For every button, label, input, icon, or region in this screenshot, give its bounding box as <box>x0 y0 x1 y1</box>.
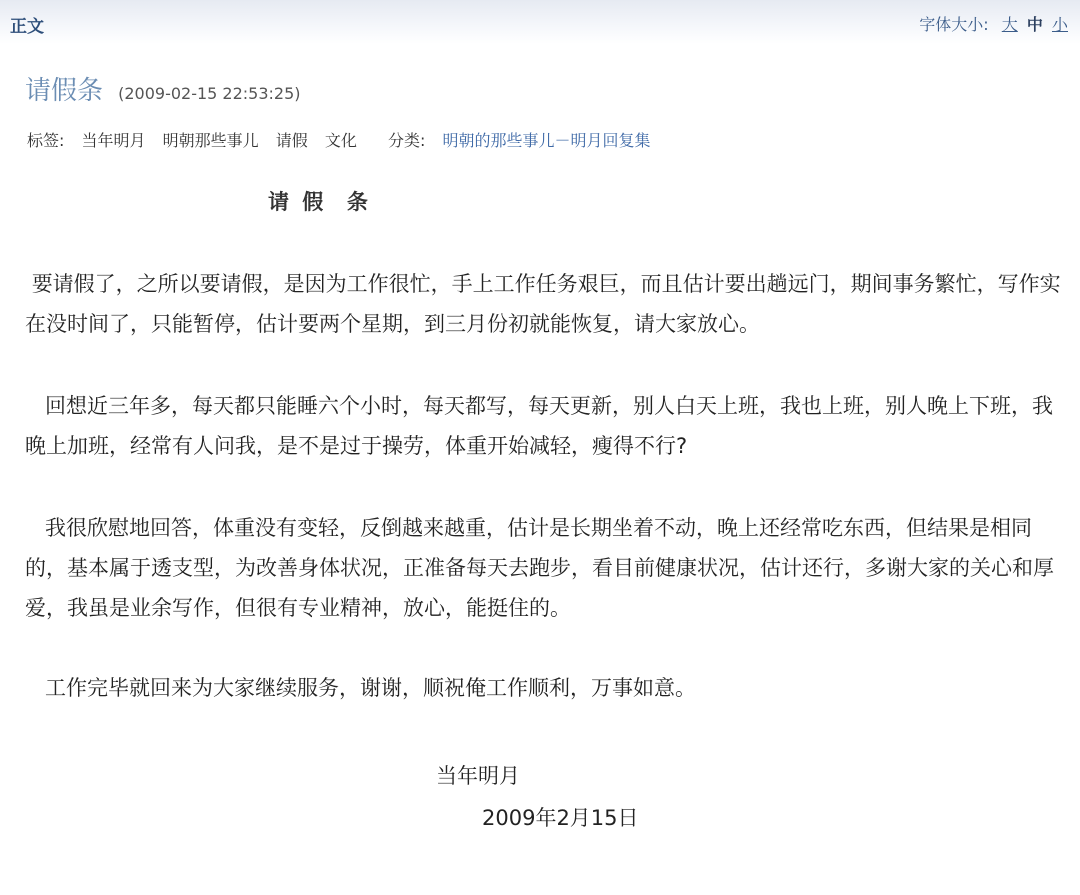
body-paragraph: 要请假了，之所以要请假，是因为工作很忙，手上工作任务艰巨，而且估计要出趟远门，期间事务繁忙，写作实在没时间了，只能暂停，估计要两个星期，到三月份初就能恢复，请大家放心。 <box>25 272 1061 336</box>
tag-item: 当年明月 <box>81 131 146 150</box>
post-title-row <box>25 70 301 107</box>
post-title: 请假条 <box>25 76 104 106</box>
body-paragraph: 回想近三年多，每天都只能睡六个小时，每天都写，每天更新，别人白天上班，我也上班，别人晚上下班，我晚上加班，经常有人问我，是不是过于操劳，体重开始减轻，瘦得不行? <box>25 394 1054 458</box>
post-meta-row <box>27 128 650 151</box>
letter-heading: 请 假 条 <box>268 190 371 214</box>
tags-label: 标签: <box>27 131 65 150</box>
font-size-medium-current[interactable]: 中 <box>1026 15 1043 34</box>
post-timestamp: (2009-02-15 22:53:25) <box>118 84 301 103</box>
category-label: 分类: <box>387 131 426 150</box>
font-size-small-link[interactable]: 小 <box>1051 15 1068 34</box>
body-paragraph: 工作完毕就回来为大家继续服务，谢谢，顺祝俺工作顺利，万事如意。 <box>25 676 697 700</box>
font-size-large-link[interactable]: 大 <box>1001 15 1018 34</box>
tag-item: 文化 <box>324 131 357 150</box>
font-size-control <box>919 12 1068 35</box>
section-label: 正文 <box>10 17 44 37</box>
font-size-label: 字体大小: <box>919 15 989 34</box>
category-link[interactable]: 明朝的那些事儿－明月回复集 <box>442 131 651 150</box>
content-header-bar <box>0 0 1080 44</box>
signature-date: 2009年2月15日 <box>482 806 639 830</box>
body-paragraph: 我很欣慰地回答，体重没有变轻，反倒越来越重，估计是长期坐着不动，晚上还经常吃东西，但结果是相同的，基本属于透支型，为改善身体状况，正准备每天去跑步，看目前健康状况，估计还行，多谢大家的关心和厚爱，我虽是业余写作，但很有专业精神，放心，能挺住的。 <box>25 516 1054 620</box>
signature-name: 当年明月 <box>436 764 520 788</box>
tag-item: 请假 <box>275 131 308 150</box>
tag-item: 明朝那些事儿 <box>162 131 259 150</box>
